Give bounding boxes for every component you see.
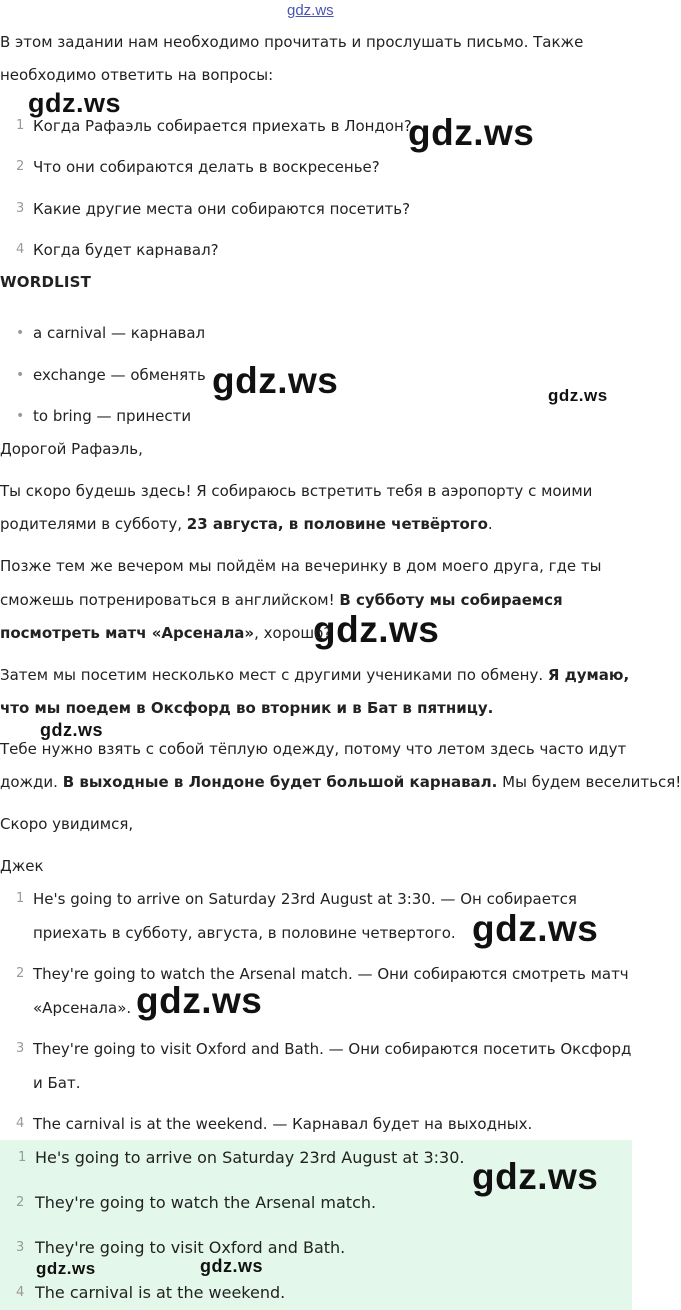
wordlist-item: to bring — принести	[33, 407, 192, 425]
intro-line: В этом задании нам необходимо прочитать и прослушать письмо. Также	[0, 33, 584, 51]
wordlist-item: exchange — обменять	[33, 366, 206, 384]
question-number: 1	[16, 118, 25, 133]
question-text: Когда Рафаэль собирается приехать в Лондон?	[33, 117, 412, 135]
answer-text: They're going to watch the Arsenal match.	[35, 1193, 377, 1212]
letter-greeting: Дорогой Рафаэль,	[0, 440, 143, 458]
letter-signature: Джек	[0, 857, 44, 875]
answer-text: «Арсенала».	[33, 999, 132, 1017]
letter-text-part: Мы будем веселиться!	[497, 773, 681, 791]
intro-line: необходимо ответить на вопросы:	[0, 66, 274, 84]
answer-number: 4	[16, 1285, 25, 1300]
letter-text-part: , хорошо?	[254, 624, 332, 642]
letter-bold-text: В субботу мы собираемся	[339, 591, 563, 609]
letter-text: Ты скоро будешь здесь! Я собираюсь встретить тебя в аэропорту с моими	[0, 482, 593, 500]
answer-number: 4	[16, 1116, 25, 1131]
watermark: gdz.ws	[408, 112, 535, 153]
watermark: gdz.ws	[472, 908, 599, 949]
answer-number: 1	[16, 891, 25, 906]
letter-text	[0, 658, 629, 692]
watermark: gdz.ws	[40, 720, 104, 740]
answer-number: 2	[16, 1195, 25, 1210]
answer-text: They're going to visit Oxford and Bath.	[35, 1238, 346, 1257]
question-number: 4	[16, 242, 25, 257]
letter-text-part: сможешь потренироваться в английском!	[0, 591, 340, 609]
letter-text-part: родителями в субботу,	[0, 515, 187, 533]
letter-bold-text: Я думаю,	[547, 666, 630, 684]
letter-bold-text: что мы поедем в Оксфорд во вторник и в Бат в пятницу.	[0, 699, 494, 717]
answer-text: The carnival is at the weekend. — Карнавал будет на выходных.	[33, 1115, 533, 1133]
letter-bold-text: посмотреть матч «Арсенала»	[0, 624, 255, 642]
answer-text: They're going to visit Oxford and Bath. — Они собираются посетить Оксфорд	[33, 1040, 632, 1058]
question-text: Что они собираются делать в воскресенье?	[33, 158, 380, 176]
answer-number: 3	[16, 1240, 25, 1255]
answer-text: They're going to watch the Arsenal match. — Они собираются смотреть матч	[33, 965, 629, 983]
answer-number: 3	[16, 1041, 25, 1056]
watermark: gdz.ws	[200, 1256, 264, 1276]
question-text: Когда будет карнавал?	[33, 241, 219, 259]
question-number: 2	[16, 159, 25, 174]
letter-bold-text: В выходные в Лондоне будет большой карнавал.	[62, 773, 498, 791]
answer-text: и Бат.	[33, 1074, 81, 1092]
letter-bold-text: 23 августа, в половине четвёртого	[186, 515, 488, 533]
letter-text	[0, 691, 493, 725]
question-number: 3	[16, 201, 25, 216]
wordlist-heading: WORDLIST	[0, 273, 92, 291]
watermark: gdz.ws	[313, 609, 440, 650]
answer-text: He's going to arrive on Saturday 23rd August at 3:30. — Он собирается	[33, 890, 577, 908]
wordlist-item: a carnival — карнавал	[33, 324, 206, 342]
watermark: gdz.ws	[136, 980, 263, 1021]
letter-text	[0, 616, 331, 650]
bullet-icon: •	[16, 367, 25, 383]
watermark: gdz.ws	[28, 88, 122, 118]
answer-text: приехать в субботу, августа, в половине четвертого.	[33, 924, 456, 942]
watermark: gdz.ws	[548, 386, 608, 405]
answer-text: The carnival is at the weekend.	[35, 1283, 286, 1302]
letter-text-part: Затем мы посетим несколько мест с другими учениками по обмену.	[0, 666, 548, 684]
question-text: Какие другие места они собираются посетить?	[33, 200, 411, 218]
bullet-icon: •	[16, 325, 25, 341]
letter-text	[0, 765, 681, 799]
watermark: gdz.ws	[36, 1259, 96, 1278]
answer-number: 2	[16, 966, 25, 981]
bullet-icon: •	[16, 408, 25, 424]
letter-text	[0, 583, 563, 617]
letter-text-part: дожди.	[0, 773, 63, 791]
letter-text-part: .	[487, 515, 493, 533]
answer-number: 1	[18, 1150, 27, 1165]
watermark: gdz.ws	[212, 360, 339, 401]
answer-text: He's going to arrive on Saturday 23rd August at 3:30.	[35, 1148, 465, 1167]
watermark-link[interactable]: gdz.ws	[287, 2, 334, 19]
letter-closing: Скоро увидимся,	[0, 815, 134, 833]
watermark: gdz.ws	[472, 1156, 599, 1197]
letter-text: Тебе нужно взять с собой тёплую одежду, потому что летом здесь часто идут	[0, 740, 627, 758]
letter-text	[0, 507, 493, 541]
letter-text: Позже тем же вечером мы пойдём на вечеринку в дом моего друга, где ты	[0, 557, 602, 575]
